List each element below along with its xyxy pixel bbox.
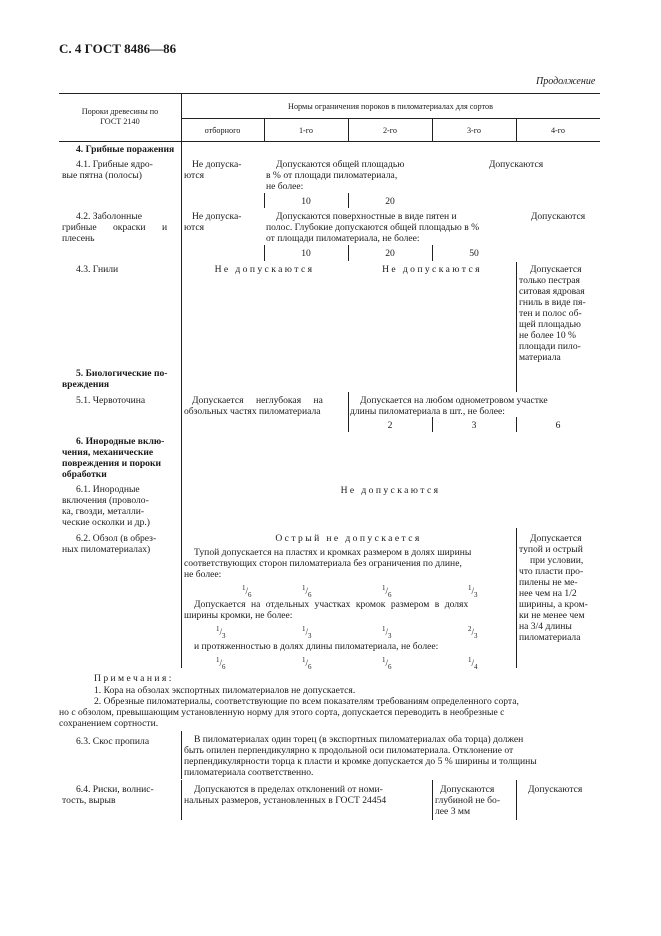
row-6-4-c2-l1: Допускаются <box>440 784 495 795</box>
continuation-label: Продолжение <box>536 76 596 87</box>
row-4-3-c4-l4: гниль в виде пя- <box>519 297 586 308</box>
section-4-title: 4. Грибные поражения <box>76 144 175 155</box>
row-4-2-c2-l2: полос. Глубокие допускаются общей площадью в % <box>266 222 480 233</box>
row-4-3-c4-l9: материала <box>519 352 561 363</box>
row-6-2-f1-g1: $^1/_6$ <box>302 584 312 599</box>
section-5-title-l2: вреждения <box>62 379 110 390</box>
row-6-2-f3-select: $^1/_6$ <box>216 656 226 671</box>
row-6-2-blunt-l2: соответствующих сторон пиломатериала без ограничения по длине, <box>184 558 462 569</box>
col-line-6-2 <box>516 528 517 668</box>
section-6-title-l1: 6. Инородные вклю- <box>76 436 165 447</box>
row-6-1-name-l2: включения (проволо- <box>62 495 149 506</box>
row-6-2-c4-l1: Допускается <box>530 533 582 544</box>
row-6-4-name-l2: тость, вырыв <box>62 795 116 806</box>
row-6-4-c2-l2: глубиной не бо- <box>435 795 501 806</box>
header-subrule <box>181 118 600 119</box>
row-5-1-val-2: 3 <box>471 420 477 431</box>
row-4-3-c4-l7: не более 10 % <box>519 330 577 341</box>
section-6-title-l2: чения, механические <box>62 447 154 458</box>
row-4-2-name-l2: грибные окраски и <box>62 222 168 233</box>
row-6-2-c4-l2: тупой и острый <box>519 544 583 555</box>
row-6-2-name-l1: 6.2. Обзол (в обрез- <box>76 533 157 544</box>
row-6-1-name-l4: ческие осколки и др.) <box>62 517 150 528</box>
header-grade-3: 3-го <box>466 126 482 135</box>
header-grade-select: отборного <box>204 126 241 135</box>
row-4-3-c4-l2: только пестрая <box>519 275 580 286</box>
row-6-4-c1-l2: нальных размеров, установленных в ГОСТ 24454 <box>184 795 387 806</box>
row-6-2-c4-l10: пиломатериала <box>519 632 581 643</box>
row-4-3-c4-l5: тен и полос об- <box>519 308 582 319</box>
row-6-3-text-l1: В пиломатериалах один торец (в экспортных пиломатериалах оба торца) должен <box>194 734 524 745</box>
col-line-4-3 <box>516 262 517 392</box>
row-6-2-f1-select: $^1/_6$ <box>242 584 252 599</box>
row-6-2-f1-g3: $^1/_3$ <box>468 584 478 599</box>
row-4-1-c1-l1: Не допуска- <box>192 159 242 170</box>
row-6-2-c4-l7: ширины, а кром- <box>519 599 588 610</box>
row-6-2-blunt-l3: не более: <box>184 569 222 580</box>
row-4-2-c1-l2: ются <box>184 222 205 233</box>
row-6-2-f2-select: $^1/_3$ <box>216 625 226 640</box>
row-6-2-f3-g2: $^1/_6$ <box>382 656 392 671</box>
row-6-2-c4-l5: пилены не ме- <box>519 577 578 588</box>
row-6-2-f1-g2: $^1/_6$ <box>382 584 392 599</box>
row-6-2-len: и протяженностью в долях длины пиломатериала, не более: <box>194 641 439 652</box>
row-6-2-f3-g3: $^1/_4$ <box>468 656 478 671</box>
note-2-l2: но с обзолом, превышающим установленную норму для этого сорта, допускается переводить в необрезные с <box>59 707 505 718</box>
header-grade-4: 4-го <box>550 126 566 135</box>
row-6-3-name: 6.3. Скос пропила <box>76 736 150 747</box>
section-5-title-l1: 5. Биологические по- <box>76 368 168 379</box>
row-4-2-name-l3: плесень <box>62 233 95 244</box>
row-4-2-c4: Допускаются <box>530 211 586 222</box>
note-2-l1: 2. Обрезные пиломатериалы, соответствующие по всем показателям требованиям определенного сорта, <box>94 696 519 707</box>
row-4-2-name-l1: 4.2. Заболонные <box>76 211 142 222</box>
row-6-2-c4-l3: при условии, <box>530 555 584 566</box>
row-6-1-name-l1: 6.1. Инородные <box>76 484 140 495</box>
row-6-4-c1-l1: Допускаются в пределах отклонений от номи- <box>194 784 383 795</box>
col-divider-1 <box>181 93 182 668</box>
header-grade-1: 1-го <box>298 126 314 135</box>
row-4-3-c4-l3: ситовая ядровая <box>519 286 585 297</box>
page-header: С. 4 ГОСТ 8486—86 <box>59 41 177 56</box>
row-5-1-val-3: 6 <box>555 420 561 431</box>
notes-title: Примечания: <box>94 673 174 684</box>
row-4-3-c4-l6: щей площадью <box>519 319 581 330</box>
row-6-4-c2-l3: лее 3 мм <box>435 806 471 817</box>
row-6-2-f2-g2: $^1/_3$ <box>382 625 392 640</box>
row-6-2-sharp: Острый не допускается <box>275 533 422 544</box>
row-6-2-f2-g3: $^2/_3$ <box>468 625 478 640</box>
row-5-1-name: 5.1. Червоточина <box>76 395 146 406</box>
row-4-3-c4-l1: Допускается <box>530 264 582 275</box>
row-5-1-c2-l2: длины пиломатериала в шт., не более: <box>350 406 505 417</box>
row-6-2-f3-g1: $^1/_6$ <box>302 656 312 671</box>
row-4-3-c2: Не допускаются <box>382 264 482 275</box>
row-4-2-c1-l1: Не допуска- <box>192 211 242 222</box>
row-5-1-val-1: 2 <box>387 420 393 431</box>
row-6-2-c4-l8: ки не менее чем <box>519 610 585 621</box>
row-4-2-val-3: 50 <box>469 248 479 259</box>
table-top-rule <box>59 93 600 94</box>
row-4-2-val-2: 20 <box>385 248 395 259</box>
header-norms-title: Нормы ограничения пороков в пиломатериалах для сортов <box>288 102 493 111</box>
header-defects-line1: Пороки древесины по <box>81 107 159 116</box>
row-4-2-c2-l3: от площади пиломатериала, не более: <box>266 233 420 244</box>
row-4-1-c3: Допускаются <box>488 159 544 170</box>
row-4-2-val-1: 10 <box>301 248 311 259</box>
row-4-3-c1: Не допускаются <box>214 264 315 275</box>
row-5-1-c1-l1: Допускается неглубокая на <box>192 395 323 406</box>
row-4-1-c2-l3: не более: <box>266 181 304 192</box>
row-6-3-text-l4: пиломатериала соответственно. <box>184 767 314 778</box>
row-6-2-f2-g1: $^1/_3$ <box>302 625 312 640</box>
row-4-1-name-l1: 4.1. Грибные ядро- <box>76 159 153 170</box>
row-6-2-name-l2: ных пиломатериалах) <box>62 544 151 555</box>
section-6-title-l3: повреждения и пороки <box>62 458 162 469</box>
header-grade-2: 2-го <box>382 126 398 135</box>
row-6-3-divider <box>181 731 182 779</box>
row-5-1-c1-l2: обзольных частях пиломатериала <box>184 406 321 417</box>
row-6-3-text-l3: перпендикулярности торца к пласти и кромке допускается до 5 % ширины и толщины <box>184 756 537 767</box>
header-defects-line2: ГОСТ 2140 <box>100 117 140 126</box>
row-6-1-text: Не допускаются <box>340 485 441 496</box>
section-6-title-l4: обработки <box>62 469 107 480</box>
row-4-3-c4-l8: площади пило- <box>519 341 581 352</box>
row-5-1-c2-l1: Допускается на любом однометровом участке <box>360 395 548 406</box>
note-2-l3: сохранением сортности. <box>59 718 159 729</box>
row-4-3-name: 4.3. Гнили <box>76 264 119 275</box>
row-4-1-val-2: 20 <box>385 196 395 207</box>
row-4-1-c2-l1: Допускаются общей площадью <box>276 159 405 170</box>
row-6-4-divider-2 <box>432 780 433 820</box>
row-6-2-blunt-l1: Тупой допускается на пластях и кромках размером в долях ширины <box>194 547 472 558</box>
row-4-1-name-l2: вые пятна (полосы) <box>62 170 142 181</box>
row-4-1-c1-l2: ются <box>184 170 205 181</box>
row-6-3-text-l2: быть опилен перпендикулярно к продольной оси пиломатериала. Отклонение от <box>184 745 514 756</box>
header-bottom-rule <box>59 141 600 142</box>
note-1: 1. Кора на обзолах экспортных пиломатериалов не допускается. <box>94 685 356 696</box>
row-6-2-c4-l9: на 3/4 длины <box>519 621 572 632</box>
row-4-1-c2-l2: в % от площади пиломатериала, <box>266 170 398 181</box>
row-6-2-c4-l6: нее чем на 1/2 <box>519 588 577 599</box>
row-6-1-name-l3: ка, гвозди, металли- <box>62 506 145 517</box>
row-6-4-divider-1 <box>181 780 182 820</box>
row-4-1-val-1: 10 <box>301 196 311 207</box>
row-6-4-divider-3 <box>516 780 517 820</box>
row-4-2-c2-l1: Допускаются поверхностные в виде пятен и <box>276 211 457 222</box>
row-6-2-parts-l2: ширины кромки, не более: <box>184 610 293 621</box>
row-6-2-c4-l4: что пласти про- <box>519 566 584 577</box>
row-6-4-name-l1: 6.4. Риски, волнис- <box>76 784 154 795</box>
row-6-4-c3: Допускаются <box>528 784 583 795</box>
row-6-2-parts-l1: Допускается на отдельных участках кромок размером в долях <box>194 599 469 610</box>
